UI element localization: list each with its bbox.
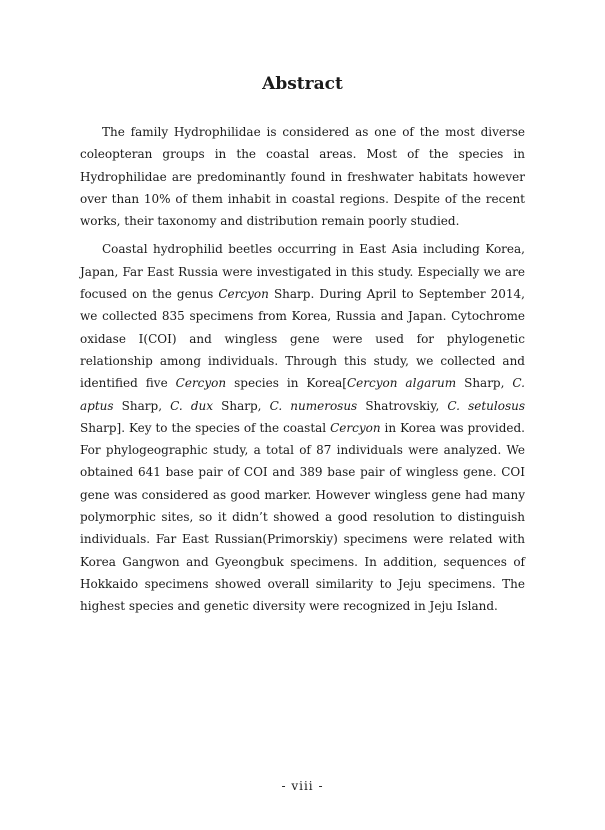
text-segment: Sharp, — [213, 398, 270, 413]
text-segment: Sharp]. Key to the species of the coastal — [80, 420, 331, 435]
text-segment: Coastal hydrophilid beetles occurring in East Asia including Korea, Japan, Far East Russia were investigated in this study. Especially we are focused on the genus — [80, 242, 525, 302]
italic-taxon-name: Cercyon — [218, 287, 269, 302]
italic-taxon-name: C. numerosus — [269, 398, 358, 413]
italic-taxon-name: Cercyon — [175, 376, 227, 391]
page-number: - viii - — [281, 779, 324, 793]
italic-taxon-name: Cercyon algarum — [346, 376, 457, 391]
abstract-paragraph-1 — [80, 121, 525, 232]
text-segment: Sharp, — [456, 376, 513, 391]
abstract-paragraph-2 — [80, 238, 525, 617]
text-segment: The family Hydrophilidae is considered as one of the most diverse coleopteran groups in the coastal areas. Most of the species in Hydrophilidae are predominantly found in freshwater habitats however over than 10% of them inhabit in coastal regions. Despite of the recent works, their taxonomy and distribution remain poorly studied. — [80, 125, 525, 229]
italic-taxon-name: C. setulosus — [447, 398, 526, 413]
italic-taxon-name: Cercyon — [330, 420, 381, 435]
text-segment: Sharp, — [113, 398, 171, 413]
text-segment: species in Korea[ — [226, 376, 347, 391]
abstract-title: Abstract — [262, 74, 343, 94]
italic-taxon-name: C. dux — [170, 398, 213, 413]
abstract-body — [80, 121, 525, 618]
text-segment: Shatrovskiy, — [357, 398, 448, 413]
text-segment: in Korea was provided. For phylogeographic study, a total of 87 individuals were analyzed. We obtained 641 base pair of COI and 389 base pair of wingless gene. COI gene was considered as good marker. However wingless gene had many polymorphic sites, so it didn’t showed a good resolution to distinguish individuals. Far East Russian(Primorskiy) specimens were related with Korea Gangwon and Gyeongbuk specimens. In addition, sequences of Hokkaido specimens showed overall similarity to Jeju specimens. The highest species and genetic diversity were recognized in Jeju Island. — [80, 420, 525, 614]
italic-taxon-name: C. aptus — [80, 376, 525, 413]
text-segment: Sharp. During April to September 2014, we collected 835 specimens from Korea, Russia and Japan. Cytochrome oxidase I(COI) and wingless gene were used for phylogenetic relationship among individuals. Through this study, we collected and identified five — [80, 287, 525, 391]
